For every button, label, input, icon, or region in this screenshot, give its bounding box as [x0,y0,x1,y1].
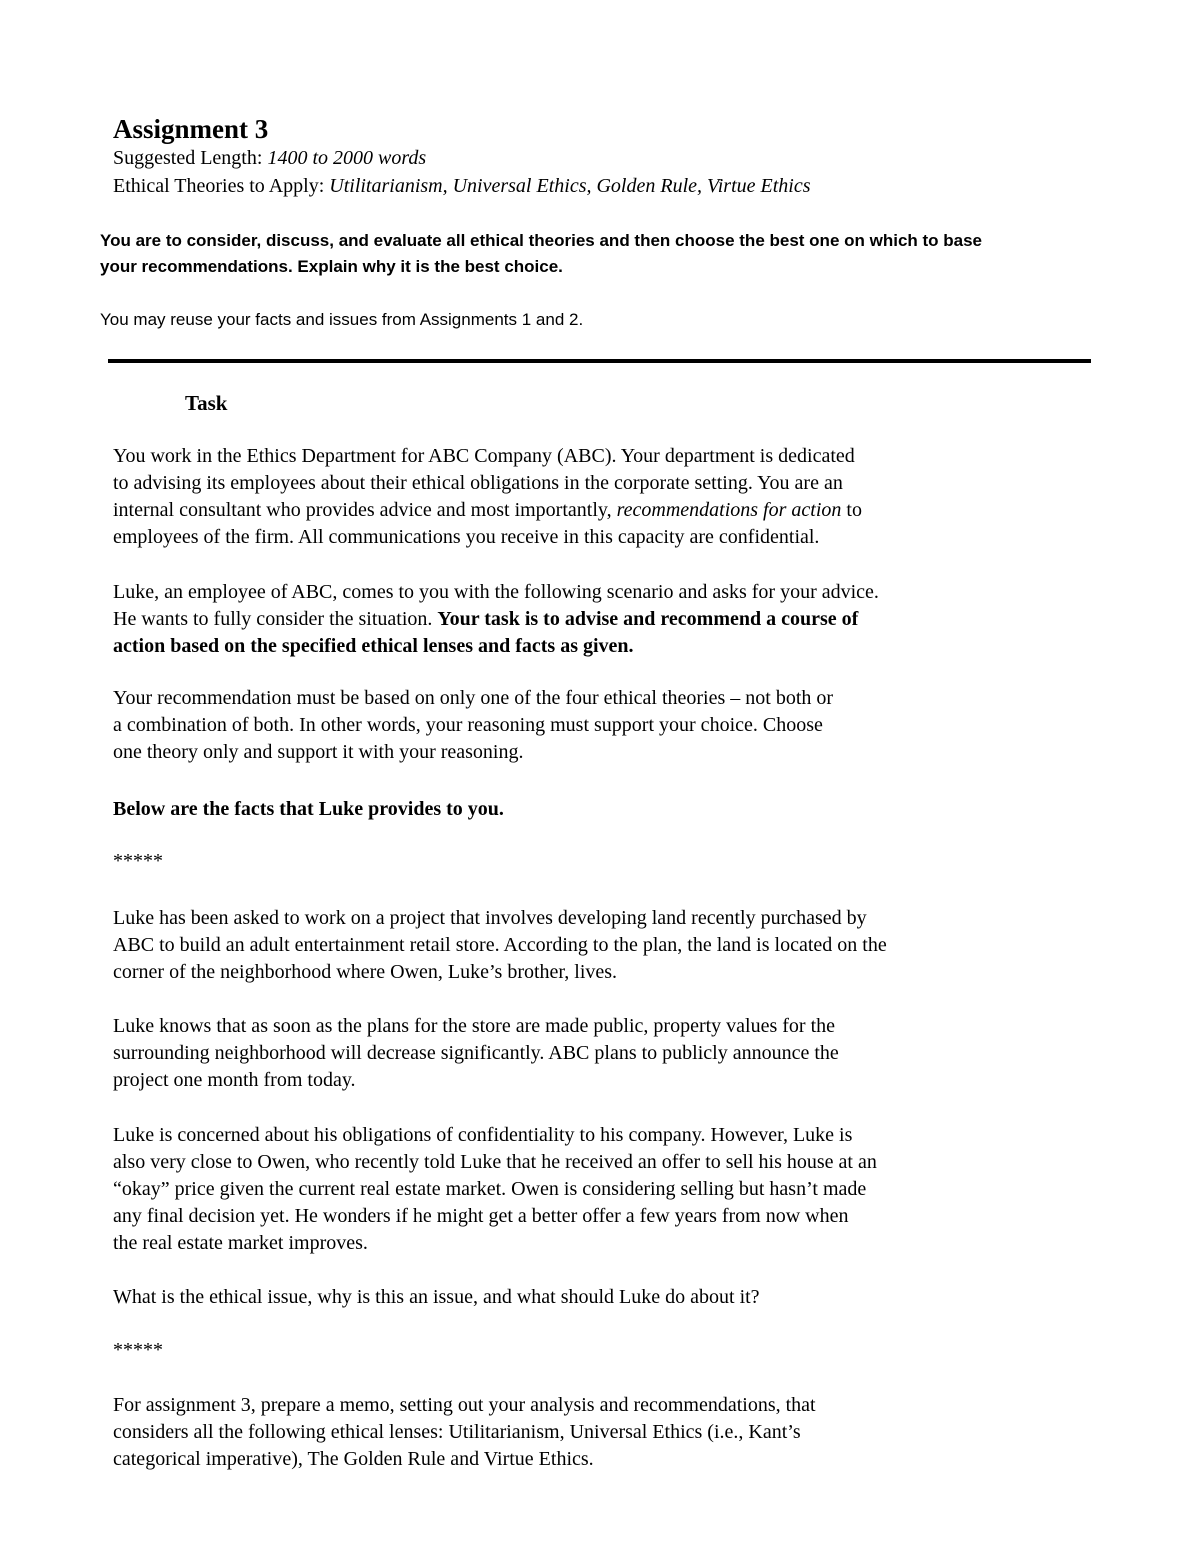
horizontal-divider [108,359,1091,363]
paragraph-line: Luke is concerned about his obligations of confidentiality to his company. However, Luke is [113,1124,853,1146]
suggested-length-label: Suggested Length: [113,147,268,169]
instruction-line-2: your recommendations. Explain why it is the best choice. [100,257,563,276]
ethical-theories-label: Ethical Theories to Apply: [113,175,330,197]
paragraph-project [113,905,887,986]
separator-stars: ***** [113,1339,163,1361]
task-heading: Task [185,391,228,415]
paragraph-line: employees of the firm. All communications you receive in this capacity are confidential. [113,526,820,548]
paragraph-line: a combination of both. In other words, your reasoning must support your choice. Choose [113,714,823,736]
ethical-theories [113,173,811,200]
emphasis-recommendations: recommendations for action [616,499,842,521]
paragraph-line: Luke, an employee of ABC, comes to you with the following scenario and asks for your advice. [113,581,879,603]
paragraph-line [113,606,879,633]
text-run: He wants to fully consider the situation. [113,608,438,630]
suggested-length [113,145,426,172]
paragraph-line: Luke knows that as soon as the plans for the store are made public, property values for the [113,1015,836,1037]
paragraph-line: the real estate market improves. [113,1232,368,1254]
paragraph-line: surrounding neighborhood will decrease significantly. ABC plans to publicly announce the [113,1042,839,1064]
paragraph-memo-instructions [113,1392,816,1473]
paragraph-department [113,443,862,551]
paragraph-line: one theory only and support it with your reasoning. [113,741,524,763]
paragraph-line: also very close to Owen, who recently told Luke that he received an offer to sell his house at an [113,1151,877,1173]
paragraph-line: corner of the neighborhood where Owen, Luke’s brother, lives. [113,961,618,983]
paragraph-line: “okay” price given the current real estate market. Owen is considering selling but hasn’t made [113,1178,867,1200]
ethical-theories-value: Utilitarianism, Universal Ethics, Golden Rule, Virtue Ethics [329,175,811,197]
reuse-note: You may reuse your facts and issues from Assignments 1 and 2. [100,310,584,329]
paragraph-line: You work in the Ethics Department for ABC Company (ABC). Your department is dedicated [113,445,855,467]
bold-task-statement: Your task is to advise and recommend a course of [437,608,859,630]
paragraph-property-values [113,1013,839,1094]
paragraph-confidentiality [113,1122,877,1257]
paragraph-line: action based on the specified ethical lenses and facts as given. [113,635,634,657]
text-run: to [841,499,862,521]
paragraph-line: For assignment 3, prepare a memo, setting out your analysis and recommendations, that [113,1394,816,1416]
suggested-length-value: 1400 to 2000 words [267,147,427,169]
paragraph-line: considers all the following ethical lenses: Utilitarianism, Universal Ethics (i.e., Kant’s [113,1421,801,1443]
ethical-question: What is the ethical issue, why is this an issue, and what should Luke do about it? [113,1286,760,1308]
assignment-title: Assignment 3 [113,114,269,144]
instruction-line-1: You are to consider, discuss, and evaluate all ethical theories and then choose the best one on which to base [100,231,983,250]
paragraph-line: ABC to build an adult entertainment retail store. According to the plan, the land is located on the [113,934,887,956]
paragraph-line [113,497,862,524]
text-run: internal consultant who provides advice and most importantly, [113,499,617,521]
paragraph-line: project one month from today. [113,1069,356,1091]
paragraph-line: any final decision yet. He wonders if he might get a better offer a few years from now when [113,1205,849,1227]
paragraph-line: Your recommendation must be based on only one of the four ethical theories – not both or [113,687,834,709]
facts-heading: Below are the facts that Luke provides to you. [113,798,504,820]
paragraph-recommendation-rule [113,685,833,766]
paragraph-line: categorical imperative), The Golden Rule and Virtue Ethics. [113,1448,594,1470]
paragraph-line: Luke has been asked to work on a project that involves developing land recently purchased by [113,907,867,929]
separator-stars: ***** [113,850,163,872]
paragraph-line: to advising its employees about their ethical obligations in the corporate setting. You are an [113,472,843,494]
paragraph-luke-request [113,579,879,660]
